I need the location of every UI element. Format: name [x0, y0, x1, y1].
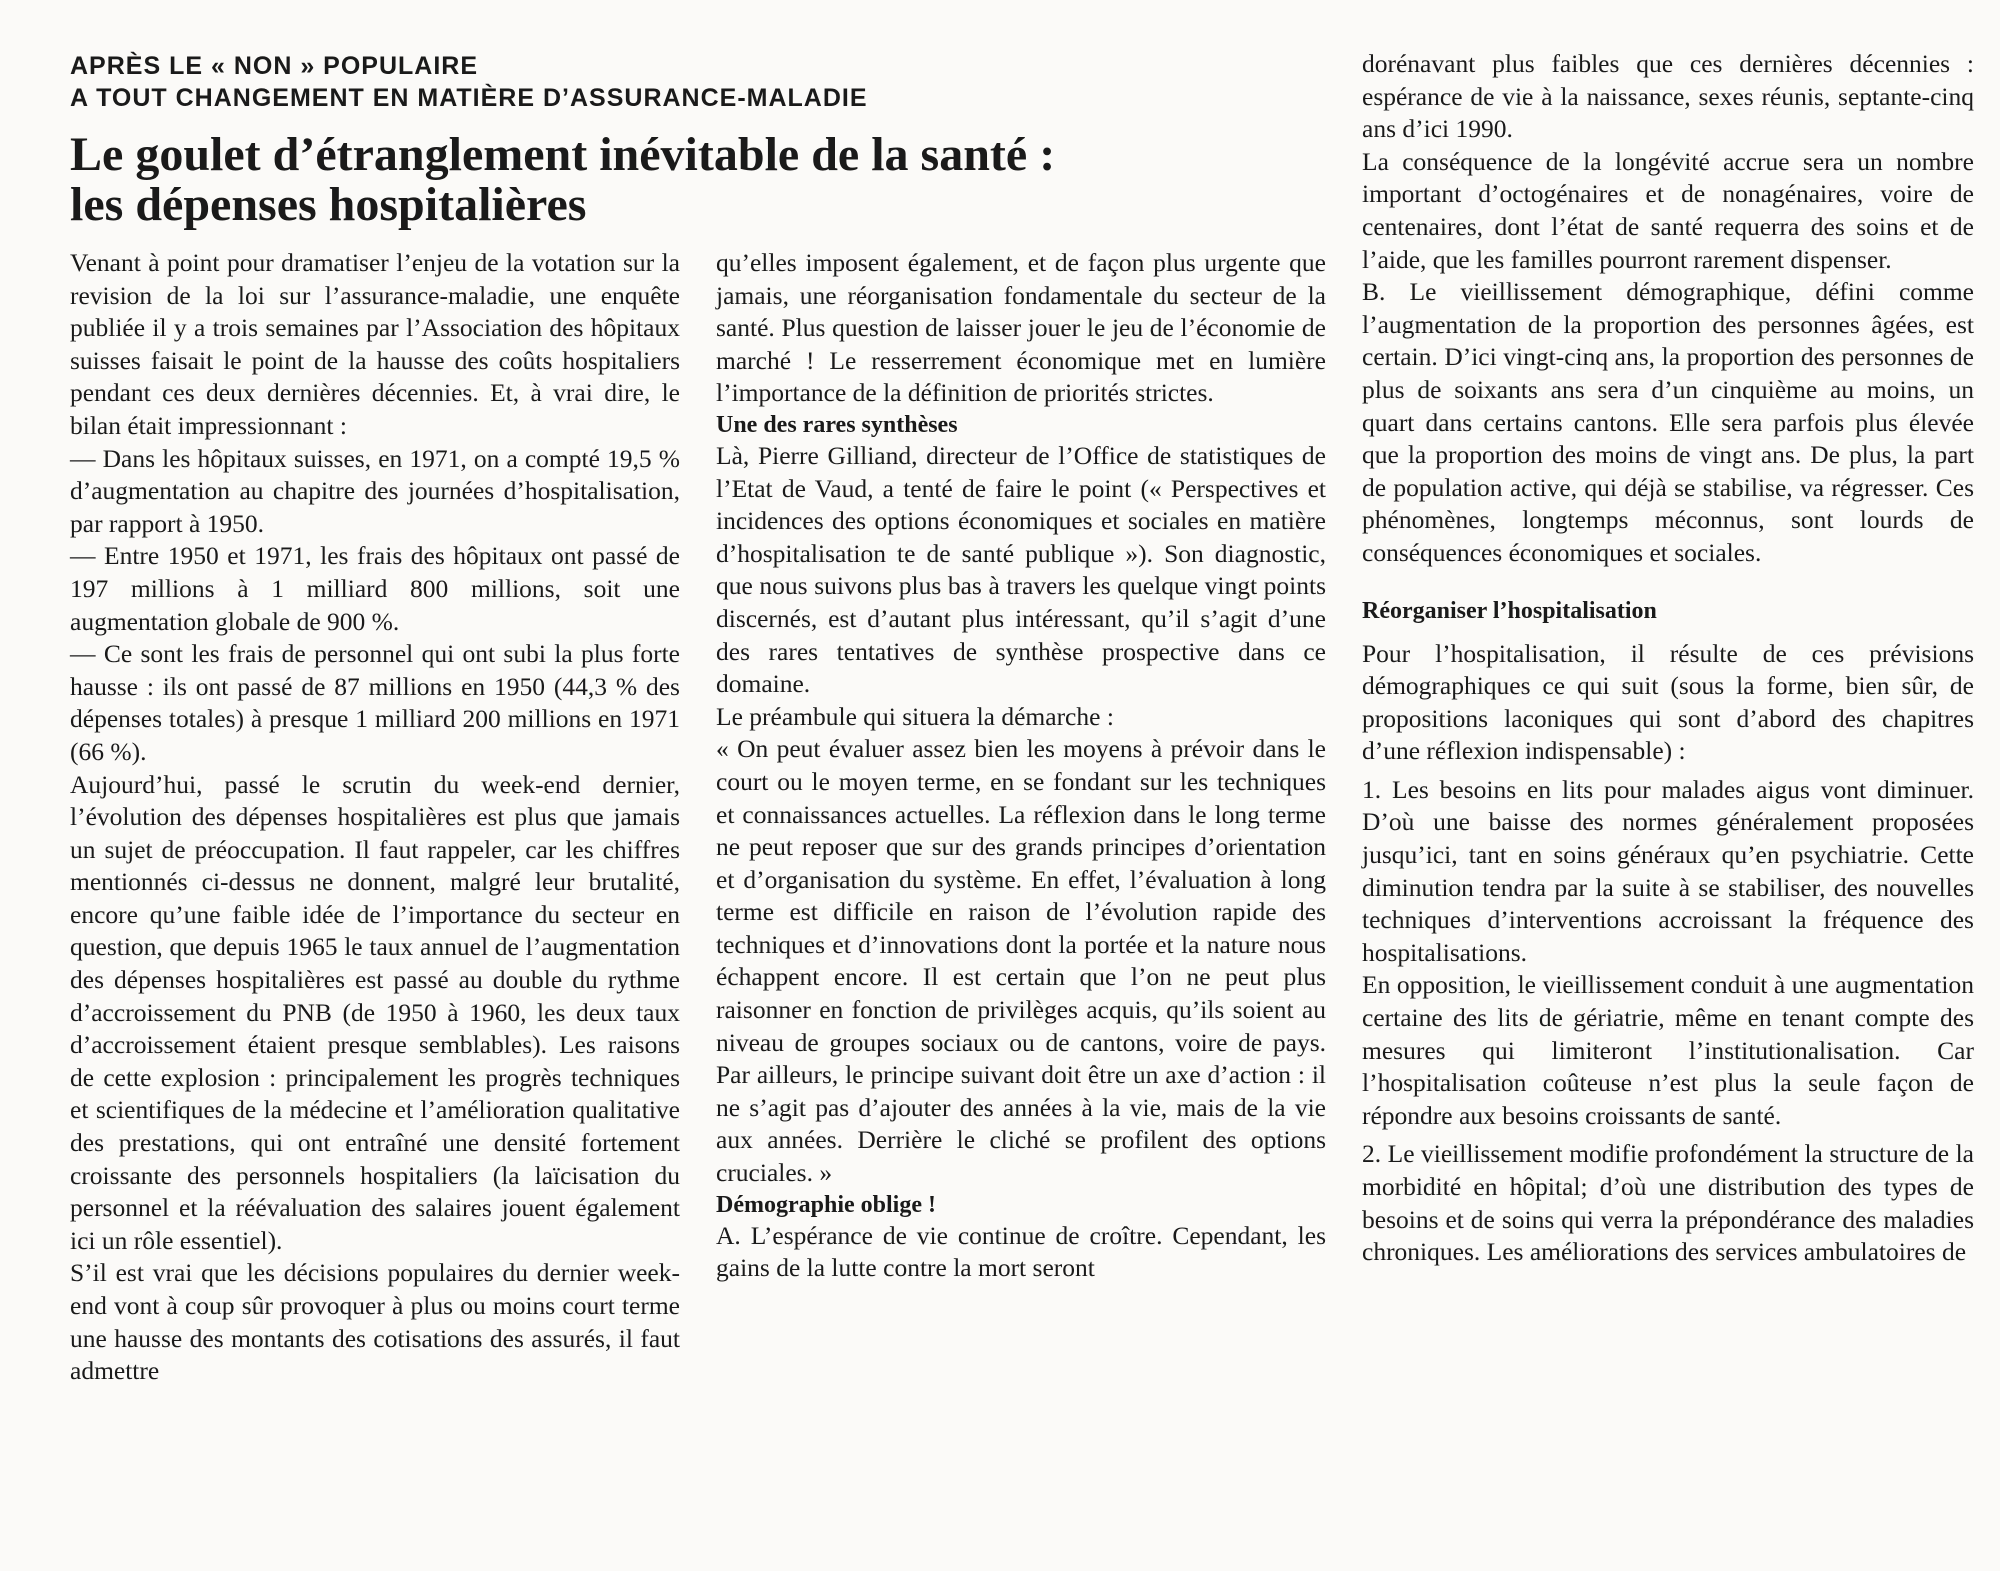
column3-paragraph: 1. Les besoins en lits pour malades aigus vont diminuer. D’où une baisse des normes généralement proposées jusqu’ici, tant en soins généraux qu’en psychiatrie. Cette diminution tendra par la suite à se stabiliser, des nouvelles techniques d’interventions accroissant la fréquence des hospitalisations.	[1362, 774, 1974, 967]
column1-paragraph: — Entre 1950 et 1971, les frais des hôpitaux ont passé de 197 millions à 1 milliard 800 millions, soit une augmentation globale de 900 %.	[70, 541, 680, 636]
column1-paragraph: Aujourd’hui, passé le scrutin du week-end dernier, l’évolution des dépenses hospitalières est plus que jamais un sujet de préoccupation. Il faut rappeler, car les chiffres mentionnés ci-dessus ne donnent, malgré leur brutalité, encore qu’une faible idée de l’importance du secteur en question, que depuis 1965 le taux annuel de l’augmentation des dépenses hospitalières est passé au double du rythme d’accroissement du PNB (de 1950 à 1960, les deux taux d’accroissement étaient presque semblables). Les raisons de cette explosion : principalement les progrès techniques et scientifiques de la médecine et l’amélioration qualitative des prestations, qui ont entraîné une densité fortement croissante des personnels hospitaliers (la laïcisation du personnel et la réévaluation des salaires jouent également ici un rôle essentiel).	[70, 769, 680, 1255]
column2-paragraph: qu’elles imposent également, et de façon plus urgente que jamais, une réorganisation fondamentale du secteur de la santé. Plus question de laisser jouer le jeu de l’économie de marché ! Le resserrement économique met en lumière l’importance de la définition de priorités strictes.	[716, 248, 1326, 408]
column2-quote: « On peut évaluer assez bien les moyens à prévoir dans le court ou le moyen terme, en se fondant sur les techniques et connaissances actuelles. La réflexion dans le long terme ne peut reposer que sur des grands principes d’orientation et d’organisation du système. En effet, l’évaluation à long terme est difficile en raison de l’évolution rapide des techniques et d’innovations dont la portée et la nature nous échappent encore. Il est certain que l’on ne peut plus raisonner en fonction de privilèges acquis, qu’ils soient au niveau de groupes sociaux ou de cantons, voire de pays. Par ailleurs, le principe suivant doit être un axe d’action : il ne s’agit pas d’ajouter des années à la vie, mais de la vie aux années. Derrière le cliché se profilent des options cruciales. »	[716, 734, 1326, 1188]
column2-paragraph: Là, Pierre Gilliand, directeur de l’Office de statistiques de l’Etat de Vaud, a tenté de faire le point (« Perspectives et incidences des options économiques et sociales en matière d’hospitalisation te de santé publique »). Son diagnostic, que nous suivons plus bas à travers les quelque vingt points discernés, est d’autant plus intéressant, qu’il s’agit d’une des rares tentatives de synthèse prospective dans ce domaine.	[716, 440, 1326, 699]
column2-paragraph: Le préambule qui situera la démarche :	[716, 701, 1114, 731]
column-2	[716, 247, 1326, 1285]
headline-line-1: Le goulet d’étranglement inévitable de la santé :	[70, 128, 1056, 181]
kicker-line-2: A TOUT CHANGEMENT EN MATIÈRE D’ASSURANCE-MALADIE	[70, 84, 868, 112]
subheading-demographie: Démographie oblige !	[716, 1191, 936, 1218]
column2-paragraph: A. L’espérance de vie continue de croître. Cependant, les gains de la lutte contre la mort seront	[716, 1220, 1326, 1283]
column3-paragraph: Pour l’hospitalisation, il résulte de ces prévisions démographiques ce qui suit (sous la forme, bien sûr, de propositions laconiques qui sont d’abord des chapitres d’une réflexion indispensable) :	[1362, 638, 1974, 766]
column3-paragraph: 2. Le vieillissement modifie profondément la structure de la morbidité en hôpital; d’où une distribution des types de besoins et de soins qui verra la prépondérance des maladies chroniques. Les améliorations des services ambulatoires de	[1362, 1139, 1974, 1267]
kicker	[70, 50, 1330, 114]
column1-paragraph: — Ce sont les frais de personnel qui ont subi la plus forte hausse : ils ont passé de 87 millions en 1950 (44,3 % des dépenses totales) à presque 1 milliard 200 millions en 1971 (66 %).	[70, 639, 680, 766]
subheading-syntheses: Une des rares synthèses	[716, 411, 958, 438]
column-3	[1362, 48, 1974, 1269]
subheading-reorganiser: Réorganiser l’hospitalisation	[1362, 597, 1657, 624]
column1-paragraph: — Dans les hôpitaux suisses, en 1971, on a compté 19,5 % d’augmentation au chapitre des journées d’hospitalisation, par rapport à 1950.	[70, 443, 680, 538]
column3-paragraph: La conséquence de la longévité accrue sera un nombre important d’octogénaires et de nonagénaires, voire de centenaires, dont l’état de santé requerra des soins et de l’aide, que les familles pourront rarement dispenser.	[1362, 146, 1974, 274]
column3-paragraph: B. Le vieillissement démographique, défini comme l’augmentation de la proportion des personnes âgées, est certain. D’ici vingt-cinq ans, la proportion des personnes de plus de soixants ans sera d’un cinquième au moins, un quart dans certains cantons. Elle sera parfois plus élevée que la proportion des moins de vingt ans. De plus, la part de population active, qui déjà se stabilise, va régresser. Ces phénomènes, longtemps méconnus, sont lourds de conséquences économiques et sociales.	[1362, 277, 1974, 567]
column-1	[70, 247, 680, 1388]
column1-paragraph: S’il est vrai que les décisions populaires du dernier week-end vont à coup sûr provoquer à plus ou moins court terme une hausse des montants des cotisations des assurés, il faut admettre	[70, 1258, 680, 1386]
headline-line-2: les dépenses hospitalières	[70, 178, 587, 231]
column1-paragraph: Venant à point pour dramatiser l’enjeu de la votation sur la revision de la loi sur l’assurance-maladie, une enquête publiée il y a trois semaines par l’Association des hôpitaux suisses faisait le point de la hausse des coûts hospitaliers pendant ces deux dernières décennies. Et, à vrai dire, le bilan était impressionnant :	[70, 248, 680, 440]
headline	[70, 130, 1330, 230]
column3-paragraph: En opposition, le vieillissement conduit à une augmentation certaine des lits de gériatrie, même en tenant compte des mesures qui limiteront l’institutionalisation. Car l’hospitalisation coûteuse n’est plus la seule façon de répondre aux besoins croissants de santé.	[1362, 970, 1974, 1130]
column3-paragraph: dorénavant plus faibles que ces dernières décennies : espérance de vie à la naissance, sexes réunis, septante-cinq ans d’ici 1990.	[1362, 49, 1974, 144]
kicker-line-1: APRÈS LE « NON » POPULAIRE	[70, 52, 479, 80]
